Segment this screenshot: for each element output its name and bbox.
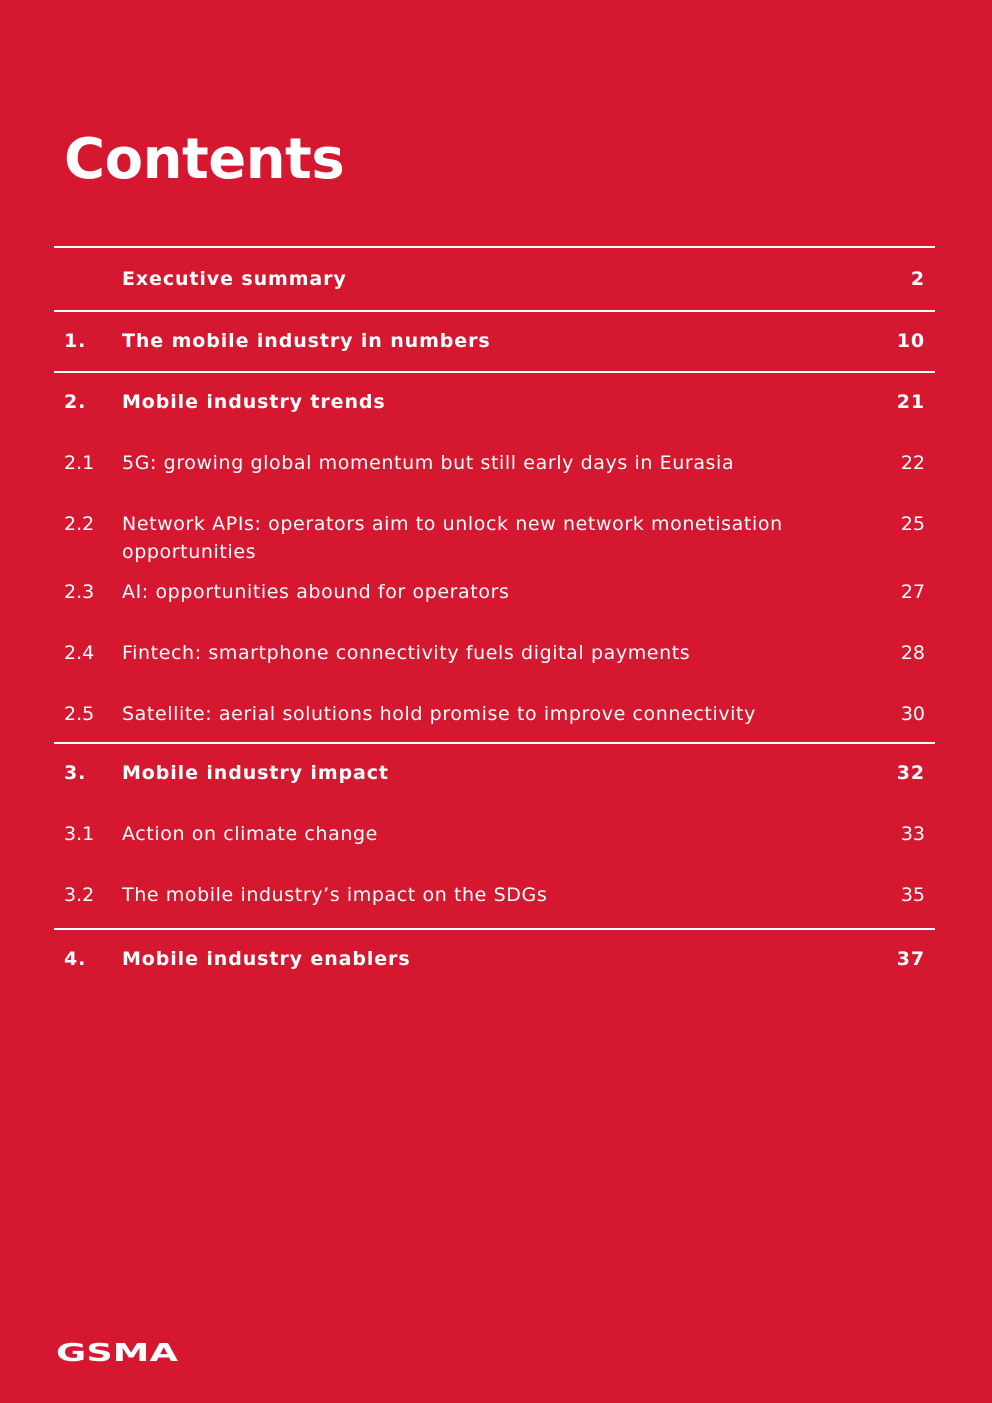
toc-entry-number: 1.	[64, 330, 87, 352]
toc-entry-number: 2.1	[64, 452, 95, 474]
toc-entry-label: Action on climate change	[122, 823, 378, 845]
toc-entry-label: Executive summary	[122, 268, 347, 290]
toc-entry-section-2-3[interactable]	[54, 570, 935, 631]
toc-entry-number: 3.	[64, 762, 87, 784]
toc-entry-executive-summary[interactable]	[54, 248, 935, 310]
toc-entry-number: 2.5	[64, 703, 95, 725]
toc-entry-label: Mobile industry enablers	[122, 948, 411, 970]
toc-entry-page: 27	[900, 581, 925, 603]
toc-entry-page: 2	[910, 268, 925, 290]
toc-entry-page: 10	[896, 330, 925, 352]
toc-entry-page: 22	[900, 452, 925, 474]
toc-entry-label: Fintech: smartphone connectivity fuels digital payments	[122, 642, 691, 664]
toc-entry-label: Satellite: aerial solutions hold promise to improve connectivity	[122, 703, 756, 725]
toc-entry-section-2[interactable]	[54, 373, 935, 434]
toc-entry-number: 2.	[64, 391, 87, 413]
toc-entry-number: 2.2	[64, 513, 95, 535]
toc-entry-section-1[interactable]	[54, 312, 935, 371]
toc-entry-section-2-5[interactable]	[54, 692, 935, 742]
toc-entry-page: 33	[900, 823, 925, 845]
toc-entry-section-3-2[interactable]	[54, 866, 935, 928]
table-of-contents	[54, 246, 935, 990]
page-title: Contents	[64, 127, 345, 192]
toc-entry-number: 2.3	[64, 581, 95, 603]
toc-entry-page: 37	[896, 948, 925, 970]
toc-entry-section-3-1[interactable]	[54, 805, 935, 866]
toc-entry-number: 2.4	[64, 642, 95, 664]
toc-entry-label: AI: opportunities abound for operators	[122, 581, 510, 603]
toc-entry-section-4[interactable]	[54, 930, 935, 990]
gsma-logo	[56, 1338, 180, 1366]
toc-entry-section-2-2[interactable]	[54, 495, 935, 570]
toc-entry-page: 30	[900, 703, 925, 725]
toc-entry-label: Mobile industry trends	[122, 391, 386, 413]
toc-entry-section-2-4[interactable]	[54, 631, 935, 692]
toc-entry-page: 25	[900, 513, 925, 535]
toc-entry-number: 3.1	[64, 823, 95, 845]
toc-entry-page: 35	[900, 884, 925, 906]
toc-entry-label: The mobile industry’s impact on the SDGs	[122, 884, 548, 906]
gsma-logo-text: GSMA	[56, 1338, 179, 1366]
toc-entry-label: Mobile industry impact	[122, 762, 389, 784]
toc-entry-section-2-1[interactable]	[54, 434, 935, 495]
toc-entry-number: 3.2	[64, 884, 95, 906]
toc-entry-label: Network APIs: operators aim to unlock new network monetisation opportunities	[122, 513, 783, 563]
toc-entry-number: 4.	[64, 948, 87, 970]
toc-entry-section-3[interactable]	[54, 744, 935, 805]
toc-entry-label: 5G: growing global momentum but still early days in Eurasia	[122, 452, 735, 474]
toc-entry-page: 21	[896, 391, 925, 413]
toc-entry-label: The mobile industry in numbers	[122, 330, 491, 352]
toc-entry-page: 28	[900, 642, 925, 664]
toc-entry-page: 32	[896, 762, 925, 784]
